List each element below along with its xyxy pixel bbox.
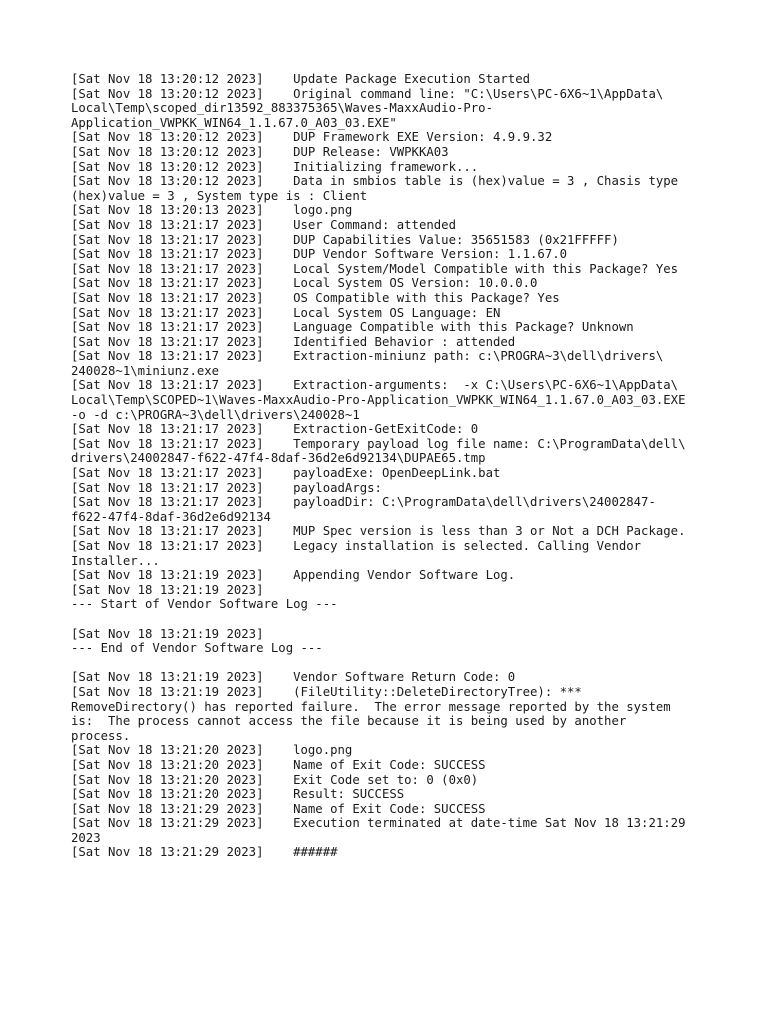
log-line: [Sat Nov 18 13:21:17 2023] DUP Vendor Software Version: 1.1.67.0 [71, 247, 568, 262]
log-line: [Sat Nov 18 13:21:17 2023] payloadDir: C:\ProgramData\dell\drivers\24002847- [71, 495, 656, 510]
log-line: [Sat Nov 18 13:21:17 2023] Language Compatible with this Package? Unknown [71, 320, 634, 335]
log-line: [Sat Nov 18 13:21:20 2023] logo.png [71, 743, 353, 758]
log-line: [Sat Nov 18 13:20:12 2023] DUP Release: VWPKKA03 [71, 144, 449, 159]
log-line: [Sat Nov 18 13:21:19 2023] Appending Vendor Software Log. [71, 568, 516, 583]
log-line: 240028~1\miniunz.exe [71, 363, 220, 378]
log-line: (hex)value = 3 , System type is : Client [71, 188, 368, 203]
log-line: [Sat Nov 18 13:21:17 2023] MUP Spec version is less than 3 or Not a DCH Package. [71, 524, 686, 539]
log-line: [Sat Nov 18 13:21:17 2023] Local System OS Language: EN [71, 305, 501, 320]
log-line: [Sat Nov 18 13:21:19 2023] Vendor Software Return Code: 0 [71, 670, 516, 685]
log-line [71, 612, 711, 627]
log-line: f622-47f4-8daf-36d2e6d92134 [71, 509, 271, 524]
log-line: [Sat Nov 18 13:21:17 2023] Extraction-arguments: -x C:\Users\PC-6X6~1\AppData\ [71, 378, 679, 393]
log-line: [Sat Nov 18 13:21:17 2023] Extraction-GetExitCode: 0 [71, 422, 479, 437]
log-line: Local\Temp\SCOPED~1\Waves-MaxxAudio-Pro-Application_VWPKK_WIN64_1.1.67.0_A03_03.EXE [71, 393, 686, 408]
log-line: --- Start of Vendor Software Log --- [71, 597, 338, 612]
log-line: --- End of Vendor Software Log --- [71, 641, 323, 656]
log-line: [Sat Nov 18 13:21:17 2023] Extraction-miniunz path: c:\PROGRA~3\dell\drivers\ [71, 349, 664, 364]
log-line: [Sat Nov 18 13:21:29 2023] Execution terminated at date-time Sat Nov 18 13:21:29 [71, 816, 686, 831]
log-line: Installer... [71, 553, 160, 568]
log-line: [Sat Nov 18 13:21:17 2023] OS Compatible with this Package? Yes [71, 290, 560, 305]
log-line: [Sat Nov 18 13:21:19 2023] [71, 582, 264, 597]
log-line: [Sat Nov 18 13:21:17 2023] Legacy installation is selected. Calling Vendor [71, 539, 642, 553]
log-line: drivers\24002847-f622-47f4-8daf-36d2e6d92134\DUPAE65.tmp [71, 451, 486, 466]
log-line: [Sat Nov 18 13:20:12 2023] Data in smbios table is (hex)value = 3 , Chasis type [71, 174, 679, 189]
log-line: [Sat Nov 18 13:20:13 2023] logo.png [71, 203, 353, 218]
log-line: [Sat Nov 18 13:21:29 2023] Name of Exit Code: SUCCESS [71, 801, 486, 816]
log-line: [Sat Nov 18 13:21:20 2023] Name of Exit Code: SUCCESS [71, 757, 486, 772]
log-line: is: The process cannot access the file because it is being used by another [71, 714, 627, 729]
log-line: [Sat Nov 18 13:21:17 2023] payloadArgs: [71, 480, 382, 495]
log-line: [Sat Nov 18 13:20:12 2023] Original command line: "C:\Users\PC-6X6~1\AppData\ [71, 86, 664, 101]
log-line: [Sat Nov 18 13:21:17 2023] User Command: attended [71, 217, 456, 232]
log-line: -o -d c:\PROGRA~3\dell\drivers\240028~1 [71, 407, 360, 422]
log-line: [Sat Nov 18 13:21:17 2023] Local System OS Version: 10.0.0.0 [71, 276, 538, 291]
log-text-block [71, 72, 711, 860]
log-line [71, 656, 711, 671]
log-line: Local\Temp\scoped_dir13592_883375365\Waves-MaxxAudio-Pro- [71, 101, 493, 116]
log-line: [Sat Nov 18 13:21:20 2023] Exit Code set to: 0 (0x0) [71, 772, 479, 787]
log-line: [Sat Nov 18 13:21:19 2023] (FileUtility::DeleteDirectoryTree): *** [71, 684, 582, 699]
log-line: [Sat Nov 18 13:21:19 2023] [71, 626, 264, 641]
log-line: 2023 [71, 830, 101, 845]
log-line: RemoveDirectory() has reported failure. The error message reported by the system [71, 699, 671, 714]
log-line: [Sat Nov 18 13:20:12 2023] Update Package Execution Started [71, 72, 531, 86]
log-line: [Sat Nov 18 13:20:12 2023] DUP Framework EXE Version: 4.9.9.32 [71, 130, 553, 145]
log-line: [Sat Nov 18 13:21:17 2023] payloadExe: OpenDeepLink.bat [71, 466, 501, 481]
log-line: [Sat Nov 18 13:21:17 2023] DUP Capabilities Value: 35651583 (0x21FFFFF) [71, 232, 619, 247]
log-line: process. [71, 728, 131, 743]
log-line: Application_VWPKK_WIN64_1.1.67.0_A03_03.EXE" [71, 115, 397, 130]
log-line: [Sat Nov 18 13:21:17 2023] Local System/Model Compatible with this Package? Yes [71, 261, 679, 276]
log-line: [Sat Nov 18 13:21:17 2023] Identified Behavior : attended [71, 334, 516, 349]
log-line: [Sat Nov 18 13:21:17 2023] Temporary payload log file name: C:\ProgramData\dell\ [71, 436, 686, 451]
log-line: [Sat Nov 18 13:20:12 2023] Initializing framework... [71, 159, 479, 174]
log-line: [Sat Nov 18 13:21:20 2023] Result: SUCCESS [71, 787, 405, 802]
log-line: [Sat Nov 18 13:21:29 2023] ###### [71, 845, 338, 860]
